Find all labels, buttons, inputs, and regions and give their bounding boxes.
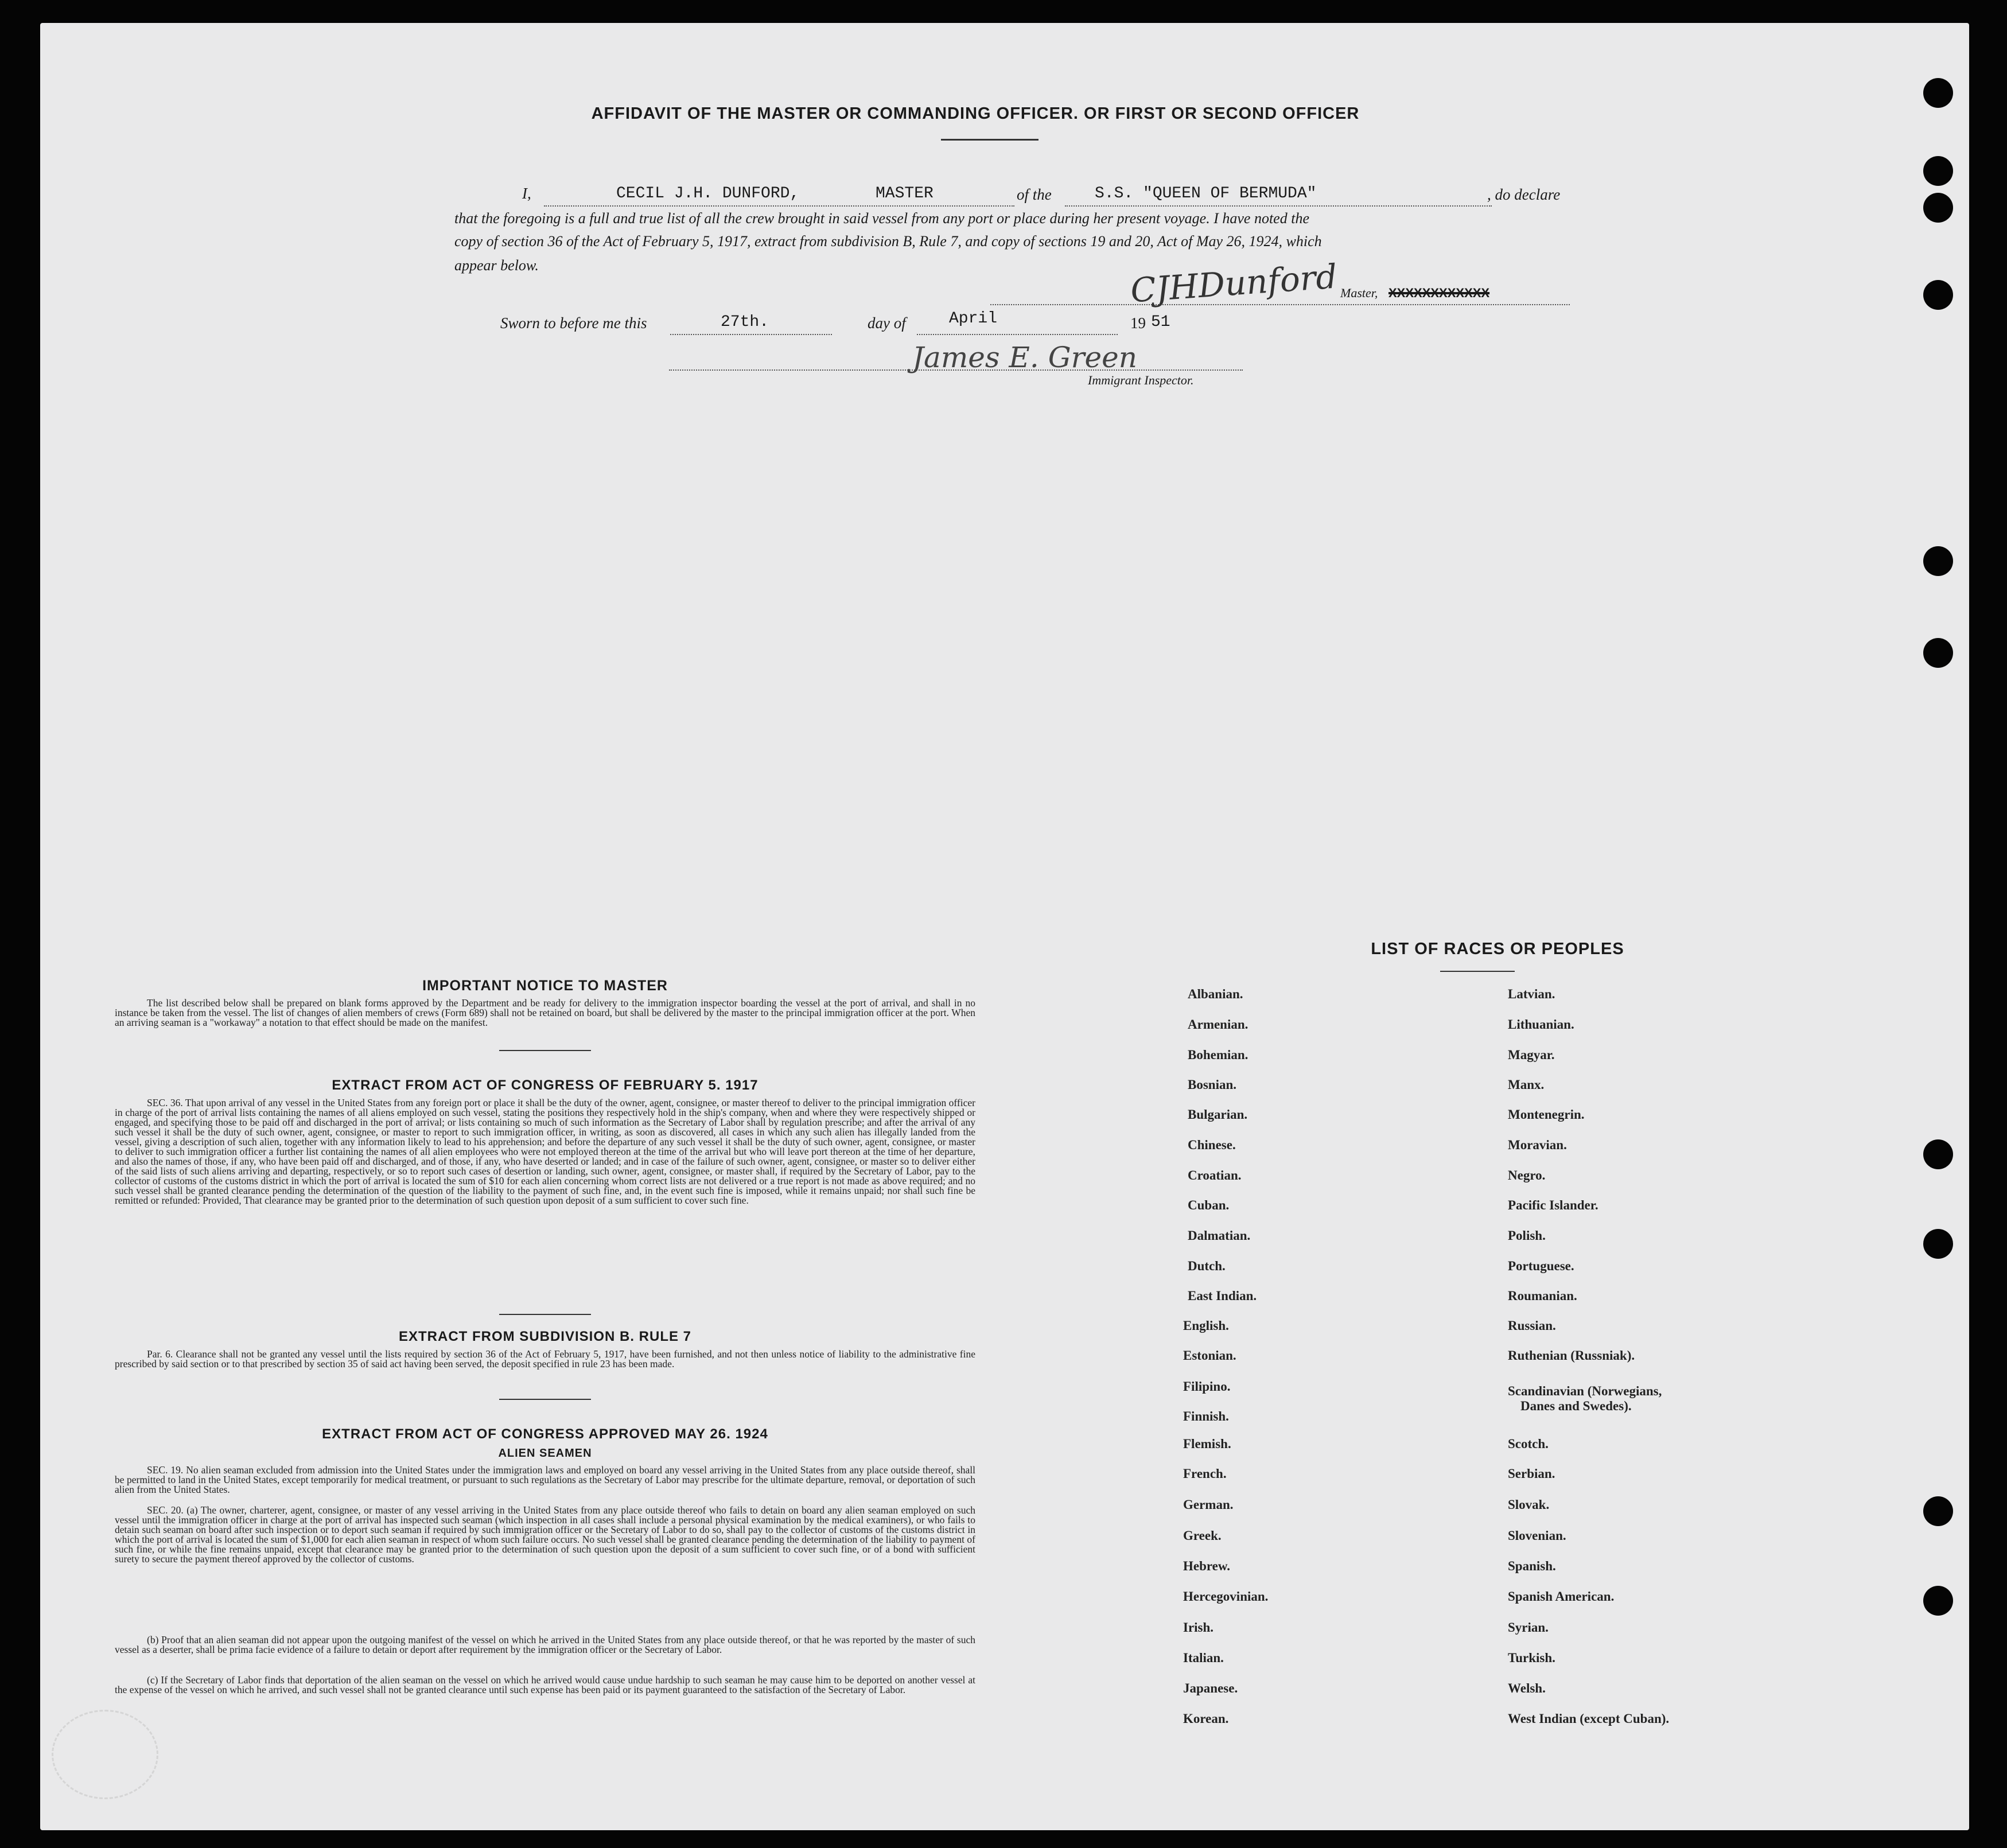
race-item: Welsh. <box>1508 1681 1546 1695</box>
punch-hole <box>1923 1586 1953 1616</box>
punch-hole <box>1923 638 1953 668</box>
punch-hole <box>1923 193 1953 223</box>
sworn-day: 27th. <box>721 313 769 331</box>
notice-title: IMPORTANT NOTICE TO MASTER <box>422 978 668 994</box>
extract-1917-title: EXTRACT FROM ACT OF CONGRESS OF FEBRUARY 5. 1917 <box>332 1077 759 1093</box>
struck-title: XXXXXXXXXXXX <box>1388 286 1490 300</box>
race-item: Dalmatian. <box>1188 1228 1251 1243</box>
race-item: Russian. <box>1508 1318 1556 1333</box>
race-item: Negro. <box>1508 1168 1546 1182</box>
race-item: Danes and Swedes). <box>1520 1399 1632 1413</box>
race-item: Bohemian. <box>1188 1048 1248 1062</box>
race-item: Syrian. <box>1508 1620 1549 1635</box>
race-item: Bulgarian. <box>1188 1107 1248 1122</box>
extract-1917-text: SEC. 36. That upon arrival of any vessel in the United States from any foreign port or place it shall be the duty of the owner, agent, consignee, or master thereof to deliver to the principal immigration officer in charge of the port of arrival lists containing the names of all aliens employed on such vessel, stating the positions they respectively hold in the ship's company, when and where they were respectively shipped or engaged, and specifying those to be paid off and discharged in the port of arrival; or lists containing so much of such information as the Secretary of Labor shall by regulation prescribe; and after the arrival of any such vessel it shall be the duty of such owner, agent, consignee, or master to report to such immigration officer, in writing, as soon as discovered, all cases in which any such alien has illegally landed from the vessel, giving a description of such alien, together with any information likely to lead to his apprehension; and before the departure of any such vessel it shall be the duty of such owner, agent, consignee, or master to deliver to such immigration officer a further list containing the names of all alien employees who were not employed thereon at the time of the arrival but who will leave port thereon at the time of her departure, and also the names of those, if any, who have been paid off and discharged, and of those, if any, who have deserted or landed; and in case of the failure of such owner, agent, consignee, or master so to deliver either of the said lists of such aliens arriving and departing, respectively, or so to report such cases of desertion or landing, such owner, agent, consignee, or master shall, if required by the Secretary of Labor, pay to the collector of customs of the customs district in which the port of arrival is located the sum of $10 for each alien concerning whom correct lists are not delivered or a true report is not made as above required; and no such vessel shall be granted clearance pending the determination of the question of the liability to the payment of such fine, and, in the event such fine is imposed, while it remains unpaid; nor shall such fine be remitted or refunded: Provided, That clearance may be granted prior to the determination of such question upon deposit of a sum sufficient to cover such fine. <box>115 1097 975 1206</box>
affidavit-title: AFFIDAVIT OF THE MASTER OR COMMANDING OFFICER. OR FIRST OR SECOND OFFICER <box>591 104 1360 123</box>
affidavit-i: I, <box>522 185 531 202</box>
race-item: West Indian (except Cuban). <box>1508 1711 1670 1726</box>
master-signature-line <box>990 304 1570 305</box>
punch-hole <box>1923 1496 1953 1526</box>
notice-text: The list described below shall be prepared on blank forms approved by the Department and be ready for delivery to the immigration inspector boarding the vessel at the port of arrival, and shall in no instance be taken from the vessel. The list of changes of alien members of crews (Form 689) shall not be retained on board, but shall be delivered by the master to the principal immigration officer at the port. When an arriving seaman is a "workaway" a notation to that effect should be made on the manifest. <box>115 997 975 1028</box>
punch-hole <box>1923 156 1953 186</box>
race-item: Polish. <box>1508 1228 1546 1243</box>
race-item: Magyar. <box>1508 1048 1555 1062</box>
punch-hole <box>1923 1139 1953 1169</box>
year-prefix: 19 <box>1130 314 1146 332</box>
name-line <box>544 205 1014 207</box>
race-item: Korean. <box>1183 1711 1229 1726</box>
sec20a-text: SEC. 20. (a) The owner, charterer, agent, consignee, or master of any vessel arriving in the United States from any place outside thereof who fails to detain on board any alien seaman employed on such vessel until the immigration officer in charge at the port of arrival has inspected such seaman (which inspection in all cases shall include a personal physical examination by the medical examiners), or who fails to detain such seaman on board after such inspection or to deport such seaman if required by such immigration officer or the Secretary of Labor to do so, shall pay to the collector of customs of the customs district in which the port of arrival is located the sum of $1,000 for each alien seaman in respect of whom such failure occurs. No such vessel shall be granted clearance pending the determination of the liability to payment of such fine, or while the fine remains unpaid, except that clearance may be granted prior to the determination of such question upon the deposit of a sum sufficient to cover such fine, or of a bond with sufficient surety to secure the payment thereof approved by the collector of customs. <box>115 1504 975 1565</box>
punch-hole <box>1923 280 1953 310</box>
race-item: Italian. <box>1183 1651 1224 1665</box>
title-rule <box>941 139 1038 141</box>
master-label: Master, <box>1340 286 1378 300</box>
race-item: Bosnian. <box>1188 1077 1237 1092</box>
race-item: Hebrew. <box>1183 1559 1230 1573</box>
race-item: Irish. <box>1183 1620 1214 1635</box>
race-item: Greek. <box>1183 1528 1222 1543</box>
race-item: Latvian. <box>1508 987 1555 1001</box>
race-item: Serbian. <box>1508 1466 1555 1481</box>
race-item: Dutch. <box>1188 1259 1226 1273</box>
race-item: Estonian. <box>1183 1348 1236 1363</box>
race-item: Portuguese. <box>1508 1259 1574 1273</box>
race-item: Hercegovinian. <box>1183 1589 1269 1604</box>
officer-rank: MASTER <box>876 185 934 203</box>
extract-1924-title: EXTRACT FROM ACT OF CONGRESS APPROVED MAY 26. 1924 <box>322 1426 768 1442</box>
vessel-line <box>1065 205 1492 207</box>
race-item: Japanese. <box>1183 1681 1238 1695</box>
sworn-label: Sworn to before me this <box>500 314 647 332</box>
race-item: Turkish. <box>1508 1651 1555 1665</box>
affidavit-body-line: copy of section 36 of the Act of February 5, 1917, extract from subdivision B, Rule 7, and copy of sections 19 and 20, Act of May 26, 1924, which <box>454 233 1322 250</box>
race-item: Flemish. <box>1183 1437 1231 1451</box>
extract-rule7-title: EXTRACT FROM SUBDIVISION B. RULE 7 <box>398 1329 692 1344</box>
day-line <box>670 334 832 335</box>
race-item: Armenian. <box>1188 1017 1248 1032</box>
races-title-rule <box>1440 971 1515 972</box>
race-item: Finnish. <box>1183 1409 1229 1423</box>
race-item: Slovenian. <box>1508 1528 1566 1543</box>
affidavit-body-line: appear below. <box>454 257 539 274</box>
race-item: Filipino. <box>1183 1379 1231 1394</box>
section-rule <box>499 1050 591 1051</box>
race-item: Montenegrin. <box>1508 1107 1585 1122</box>
race-item: English. <box>1183 1318 1229 1333</box>
sec20c-text: (c) If the Secretary of Labor finds that deportation of the alien seaman on the vessel on which he arrived would cause undue hardship to such seaman he may cause him to be deported on another vessel at the expense of the vessel on which he arrived, and such vessel shall not be granted clearance until such expense has been paid or its payment guaranteed to the satisfaction of the Secretary of Labor. <box>115 1674 975 1695</box>
sec20b-text: (b) Proof that an alien seaman did not appear upon the outgoing manifest of the vessel on which he arrived in the United States from any place outside thereof, or that he was reported by the master of such vessel as a deserter, shall be prima facie evidence of a failure to detain or deport after requirement by the immigration officer or the Secretary of Labor. <box>115 1634 975 1655</box>
race-item: East Indian. <box>1188 1289 1257 1303</box>
embossed-seal <box>52 1710 158 1799</box>
master-signature: CJHDunford <box>1129 256 1339 310</box>
race-item: Albanian. <box>1188 987 1243 1001</box>
punch-hole <box>1923 1229 1953 1259</box>
inspector-label: Immigrant Inspector. <box>1088 373 1194 387</box>
race-item: Cuban. <box>1188 1198 1230 1212</box>
race-item: German. <box>1183 1497 1234 1512</box>
sec19-text: SEC. 19. No alien seaman excluded from admission into the United States under the immigration laws and employed on board any vessel arriving in the United States from any place outside thereof, shall be permitted to land in the United States, except temporarily for medical treatment, or pursuant to such regulations as the Secretary of Labor may prescribe for the ultimate departure, removal, or deportation of such alien from the United States. <box>115 1464 975 1495</box>
declare-label: , do declare <box>1487 186 1561 203</box>
manifest-page <box>40 23 1969 1830</box>
inspector-signature: James E. Green <box>912 341 1137 374</box>
sworn-month: April <box>949 310 998 328</box>
race-item: Slovak. <box>1508 1497 1550 1512</box>
punch-hole <box>1923 78 1953 108</box>
race-item: Lithuanian. <box>1508 1017 1574 1032</box>
race-item: Chinese. <box>1188 1138 1236 1152</box>
race-item: Croatian. <box>1188 1168 1242 1182</box>
year-suffix: 51 <box>1151 313 1170 331</box>
race-item: Scotch. <box>1508 1437 1549 1451</box>
race-item: Roumanian. <box>1508 1289 1577 1303</box>
race-item: Ruthenian (Russniak). <box>1508 1348 1635 1363</box>
races-title: LIST OF RACES OR PEOPLES <box>1371 940 1624 958</box>
officer-name: CECIL J.H. DUNFORD, <box>616 185 800 203</box>
race-item: French. <box>1183 1466 1227 1481</box>
race-item: Scandinavian (Norwegians, <box>1508 1384 1662 1398</box>
race-item: Pacific Islander. <box>1508 1198 1598 1212</box>
vessel-name: S.S. "QUEEN OF BERMUDA" <box>1095 185 1317 203</box>
extract-rule7-text: Par. 6. Clearance shall not be granted any vessel until the lists required by section 36 of the Act of February 5, 1917, have been furnished, and not then unless notice of liability to the administrative fine prescribed by said section or to that prescribed by section 35 of said act having been served, the deposit specified in rule 23 has been made. <box>115 1348 975 1370</box>
affidavit-body-line: that the foregoing is a full and true list of all the crew brought in said vessel from any port or place during her present voyage. I have noted the <box>454 210 1309 227</box>
race-item: Spanish. <box>1508 1559 1556 1573</box>
punch-hole <box>1923 546 1953 576</box>
of-the-label: of the <box>1017 186 1052 203</box>
section-rule <box>499 1399 591 1400</box>
section-rule <box>499 1314 591 1315</box>
race-item: Manx. <box>1508 1077 1545 1092</box>
day-of-label: day of <box>868 314 906 332</box>
race-item: Moravian. <box>1508 1138 1567 1152</box>
alien-seamen-subtitle: ALIEN SEAMEN <box>498 1447 592 1460</box>
month-line <box>917 334 1118 335</box>
race-item: Spanish American. <box>1508 1589 1615 1604</box>
